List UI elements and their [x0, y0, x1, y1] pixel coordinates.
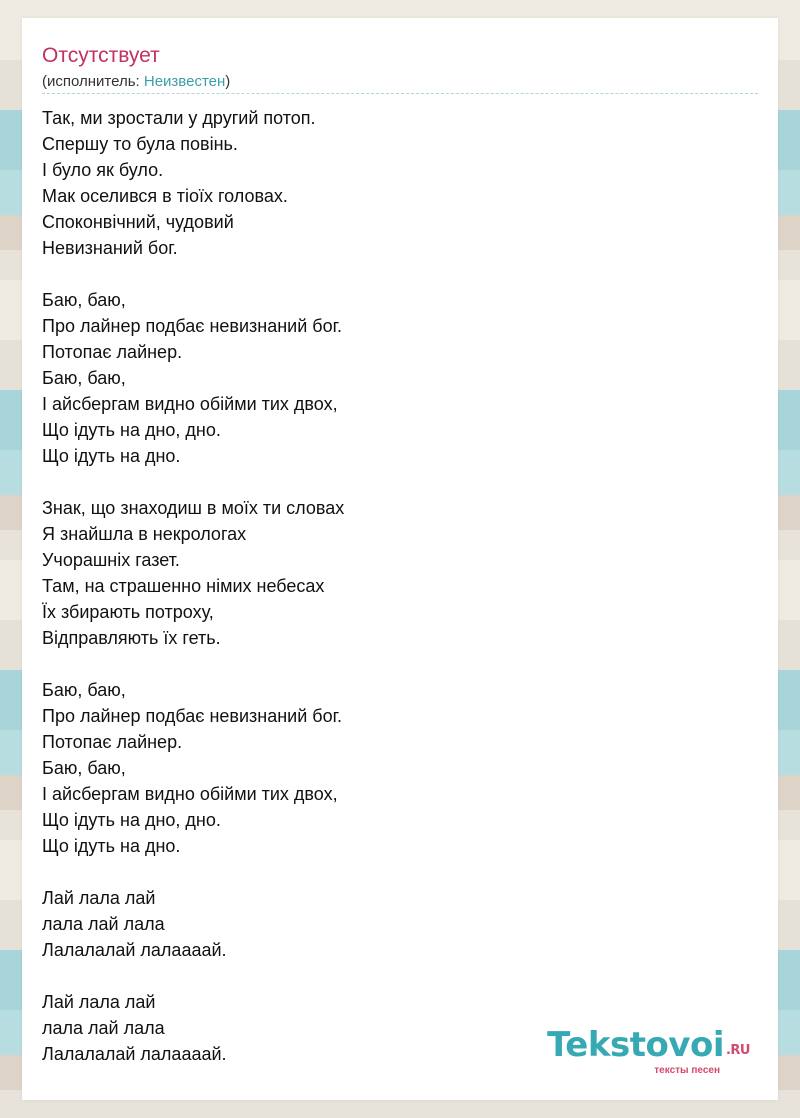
lyric-line: Невизнаний бог.: [42, 238, 178, 258]
lyrics-stanza: [42, 287, 742, 469]
artist-link[interactable]: Неизвестен: [143, 73, 226, 90]
lyric-line: Про лайнер подбає невизнаний бог.: [42, 316, 342, 336]
lyric-line: Потопає лайнер.: [42, 732, 183, 752]
lyric-line: Що ідуть на дно, дно.: [42, 420, 221, 440]
lyric-line: Лай лала лай: [42, 992, 156, 1012]
lyric-line: Що ідуть на дно.: [42, 446, 181, 466]
lyric-line: І айсбергам видно обійми тих двох,: [42, 784, 338, 804]
lyric-line: Баю, баю,: [42, 368, 126, 388]
title-divider: [42, 93, 758, 94]
lyric-line: І було як було.: [42, 160, 164, 180]
lyric-line: Споконвічний, чудовий: [42, 212, 234, 232]
lyrics-stanza: [42, 885, 742, 963]
artist-suffix: ): [225, 73, 231, 90]
lyrics-sheet: [22, 18, 778, 1100]
lyric-line: Лалалалай лалаааай.: [42, 940, 227, 960]
site-logo[interactable]: [547, 1025, 750, 1076]
lyric-line: лала лай лала: [42, 914, 165, 934]
logo-tld: .RU: [725, 1043, 750, 1058]
lyric-line: Що ідуть на дно, дно.: [42, 810, 221, 830]
lyric-line: Баю, баю,: [42, 680, 126, 700]
lyric-line: Так, ми зростали у другий потоп.: [42, 108, 316, 128]
lyrics-stanza: [42, 677, 742, 859]
lyrics-body: [42, 105, 742, 1093]
artist-line: [42, 73, 230, 90]
lyric-line: Потопає лайнер.: [42, 342, 183, 362]
lyric-line: Там, на страшенно німих небесах: [42, 576, 325, 596]
lyric-line: Мак оселився в тіоїх головах.: [42, 186, 288, 206]
lyric-line: Лай лала лай: [42, 888, 156, 908]
lyrics-stanza: [42, 105, 742, 261]
lyric-line: Їх збирають потроху,: [42, 602, 214, 622]
lyric-line: Учорашніх газет.: [42, 550, 180, 570]
lyric-line: Що ідуть на дно.: [42, 836, 181, 856]
lyric-line: лала лай лала: [42, 1018, 165, 1038]
lyric-line: Спершу то була повінь.: [42, 134, 238, 154]
logo-wordmark: Tekstovoi: [547, 1025, 724, 1065]
lyric-line: Про лайнер подбає невизнаний бог.: [42, 706, 342, 726]
lyric-line: Баю, баю,: [42, 290, 126, 310]
lyrics-stanza: [42, 495, 742, 651]
lyric-line: Я знайшла в некрологах: [42, 524, 247, 544]
song-title: Отсутствует: [42, 44, 160, 67]
lyric-line: Відправляють їх геть.: [42, 628, 221, 648]
lyric-line: Знак, що знаходиш в моїх ти словах: [42, 498, 345, 518]
lyric-line: І айсбергам видно обійми тих двох,: [42, 394, 338, 414]
logo-tagline: тексты песен: [654, 1065, 720, 1076]
lyric-line: Лалалалай лалаааай.: [42, 1044, 227, 1064]
lyric-line: Баю, баю,: [42, 758, 126, 778]
artist-prefix: (исполнитель:: [42, 73, 144, 90]
